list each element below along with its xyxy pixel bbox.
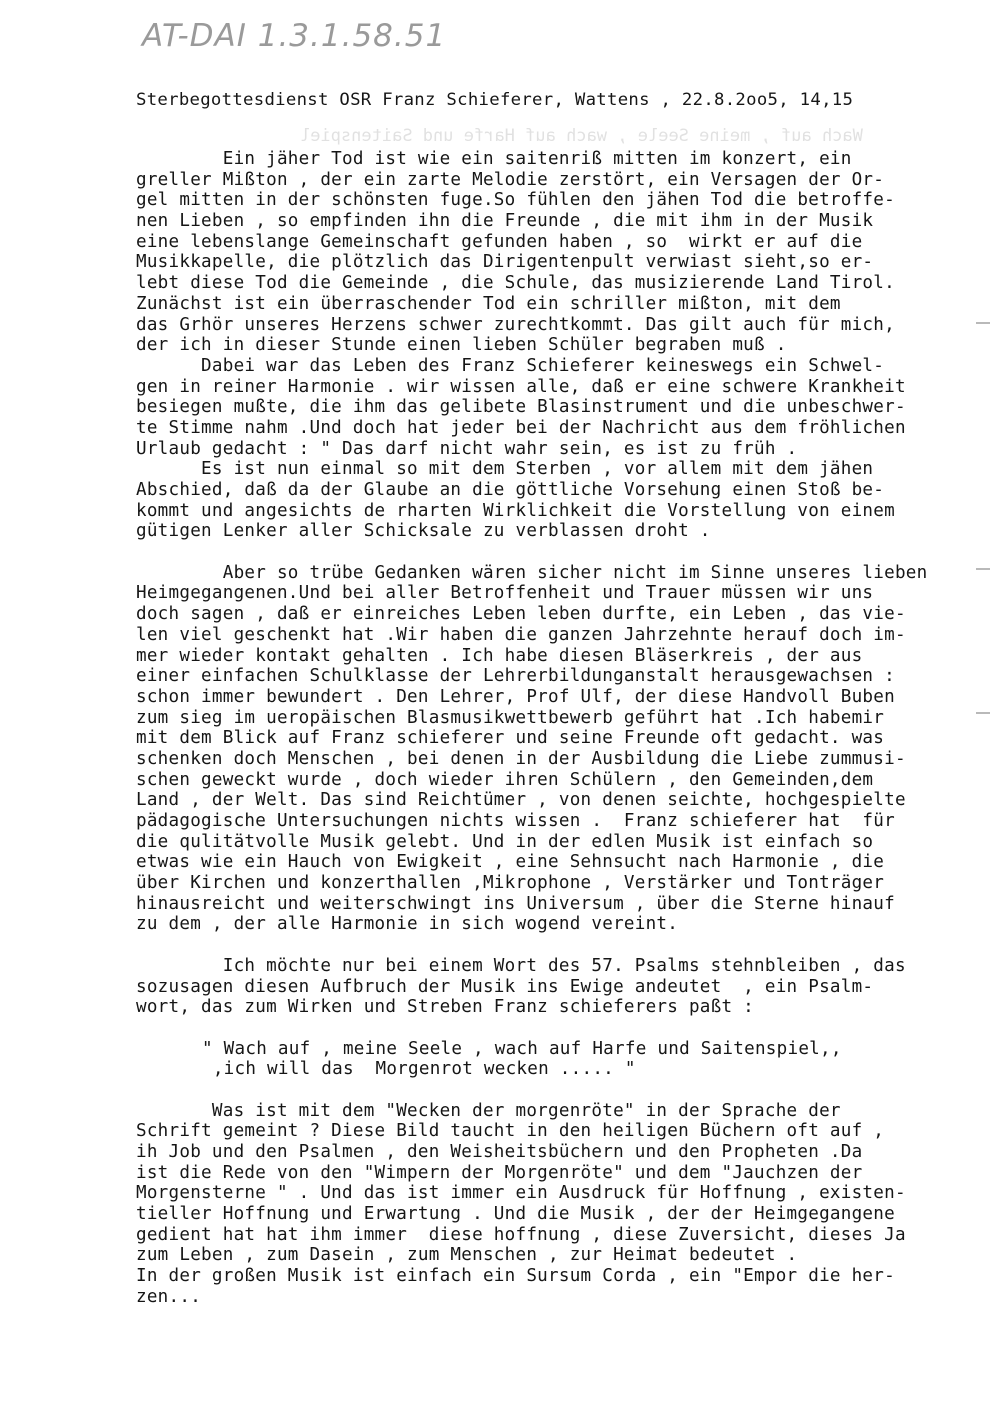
text-line: ,ich will das Morgenrot wecken ..... ": [202, 1059, 636, 1080]
text-line: etwas wie ein Hauch von Ewigkeit , eine Sehnsucht nach Harmonie , die: [136, 852, 885, 873]
text-line: gütigen Lenker aller Schicksale zu verblassen droht .: [136, 521, 711, 542]
text-line: Zunächst ist ein überraschender Tod ein schriller mißton, mit dem: [136, 293, 841, 314]
text-line: Urlaub gedacht : " Das darf nicht wahr sein, es ist zu früh .: [136, 438, 798, 459]
text-line: Land , der Welt. Das sind Reichtümer , von denen seichte, hochgespielte: [136, 790, 906, 811]
text-line: gedient hat hat ihm immer diese hoffnung , diese Zuversicht, dieses Ja: [136, 1224, 906, 1245]
text-line: mer wieder kontakt gehalten . Ich habe diesen Bläserkreis , der aus: [136, 645, 863, 666]
text-line: Ich möchte nur bei einem Wort des 57. Psalms stehnbleiben , das: [136, 955, 906, 976]
paragraph-gap: [136, 542, 986, 563]
text-line: Ein jäher Tod ist wie ein saitenriß mitten im konzert, ein: [136, 149, 852, 169]
text-line: Was ist mit dem "Wecken der morgenröte" in der Sprache der: [136, 1100, 841, 1121]
paragraph-gap: [136, 1080, 986, 1101]
text-line: pädagogische Untersuchungen nichts wissen . Franz schieferer hat für: [136, 811, 895, 831]
psalm-quote: [202, 1039, 986, 1080]
text-line: Musikkapelle, die plötzlich das Dirigentenpult verwiast sieht,so er-: [136, 252, 874, 273]
text-line: schen geweckt wurde , doch wieder ihren Schülern , den Gemeinden,dem: [136, 769, 874, 790]
text-line: über Kirchen und konzerthallen ,Mikrophone , Verstärker und Tonträger: [136, 873, 885, 894]
text-line: lebt diese Tod die Gemeinde , die Schule, das musizierende Land Tirol.: [136, 273, 895, 294]
text-line: len viel geschenkt hat .Wir haben die ganzen Jahrzehnte herauf doch im-: [136, 624, 906, 645]
text-line: doch sagen , daß er einreiches Leben leben durfte, ein Leben , das vie-: [136, 604, 906, 625]
edge-mark: [976, 568, 990, 570]
text-line: " Wach auf , meine Seele , wach auf Harfe und Saitenspiel,,: [202, 1038, 842, 1059]
text-line: ist die Rede von den "Wimpern der Morgenröte" und dem "Jauchzen der: [136, 1162, 863, 1183]
paragraph: [136, 956, 986, 1018]
archive-reference-stamp: AT-DAI 1.3.1.58.51: [142, 18, 447, 54]
text-line: einer einfachen Schulklasse der Lehrerbildunganstalt herausgewachsen :: [136, 666, 895, 687]
text-line: schon immer bewundert . Den Lehrer, Prof Ulf, der diese Handvoll Buben: [136, 686, 895, 707]
text-line: sozusagen diesen Aufbruch der Musik ins Ewige andeutet , ein Psalm-: [136, 976, 874, 997]
text-line: kommt und angesichts de rharten Wirklichkeit die Vorstellung von einem: [136, 500, 895, 521]
paragraph: [136, 1101, 986, 1308]
document-body: [136, 149, 986, 1308]
text-line: der ich in dieser Stunde einen lieben Schüler begraben muß .: [136, 335, 787, 356]
text-line: Schrift gemeint ? Diese Bild taucht in den heiligen Büchern oft auf ,: [136, 1121, 885, 1142]
text-line: das Grhör unseres Herzens schwer zurechtkommt. Das gilt auch für mich,: [136, 314, 895, 335]
text-line: nen Lieben , so empfinden ihn die Freunde , die mit ihm in der Musik: [136, 211, 874, 232]
document-header: Sterbegottesdienst OSR Franz Schieferer, Wattens , 22.8.2oo5, 14,15: [136, 90, 854, 110]
text-line: Es ist nun einmal so mit dem Sterben , vor allem mit dem jähen: [136, 459, 874, 480]
text-line: Dabei war das Leben des Franz Schieferer keineswegs ein Schwel-: [136, 355, 885, 376]
show-through-text: Wach auf , meine Seele , wach auf Harfe und Saitenspiel: [300, 126, 863, 146]
text-line: eine lebenslange Gemeinschaft gefunden haben , so wirkt er auf die: [136, 231, 863, 252]
text-line: mit dem Blick auf Franz schieferer und seine Freunde oft gedacht. was: [136, 728, 885, 749]
edge-mark: [976, 322, 990, 324]
text-line: zu dem , der alle Harmonie in sich wogend vereint.: [136, 914, 679, 935]
text-line: Morgensterne " . Und das ist immer ein Ausdruck für Hoffnung , existen-: [136, 1183, 906, 1204]
text-line: hinausreicht und weiterschwingt ins Universum , über die Sterne hinauf: [136, 893, 895, 914]
text-line: schenken doch Menschen , bei denen in der Ausbildung die Liebe zummusi-: [136, 748, 906, 769]
text-line: In der großen Musik ist einfach ein Sursum Corda , ein "Empor die her-: [136, 1266, 895, 1287]
text-line: Heimgegangenen.Und bei aller Betroffenheit und Trauer müssen wir uns: [136, 583, 874, 604]
paragraph-gap: [136, 935, 986, 956]
paragraph: [136, 149, 986, 542]
text-line: greller Mißton , der ein zarte Melodie zerstört, ein Versagen der Or-: [136, 169, 885, 190]
edge-mark: [976, 712, 990, 714]
text-line: tieller Hoffnung und Erwartung . Und die Musik , der der Heimgegangene: [136, 1204, 895, 1225]
text-line: gen in reiner Harmonie . wir wissen alle, daß er eine schwere Krankheit: [136, 376, 906, 397]
text-line: gel mitten in der schönsten fuge.So fühlen den jähen Tod die betroffe-: [136, 190, 895, 211]
text-line: Abschied, daß da der Glaube an die göttliche Vorsehung einen Stoß be-: [136, 480, 885, 500]
text-line: die qulitätvolle Musik gelebt. Und in der edlen Musik ist einfach so: [136, 831, 874, 852]
text-line: zum sieg im ueropäischen Blasmusikwettbewerb geführt hat .Ich habemir: [136, 707, 885, 728]
text-line: wort, das zum Wirken und Streben Franz schieferers paßt :: [136, 997, 755, 1018]
text-line: Aber so trübe Gedanken wären sicher nicht im Sinne unseres lieben: [136, 562, 928, 583]
text-line: te Stimme nahm .Und doch hat jeder bei der Nachricht aus dem fröhlichen: [136, 417, 906, 438]
text-line: ih Job und den Psalmen , den Weisheitsbüchern und den Propheten .Da: [136, 1142, 863, 1162]
paragraph-gap: [136, 1018, 986, 1039]
paragraph: [136, 563, 986, 935]
text-line: besiegen mußte, die ihm das gelibete Blasinstrument und die unbeschwer-: [136, 397, 906, 418]
text-line: zum Leben , zum Dasein , zum Menschen , zur Heimat bedeutet .: [136, 1245, 798, 1266]
text-line: zen...: [136, 1286, 202, 1307]
